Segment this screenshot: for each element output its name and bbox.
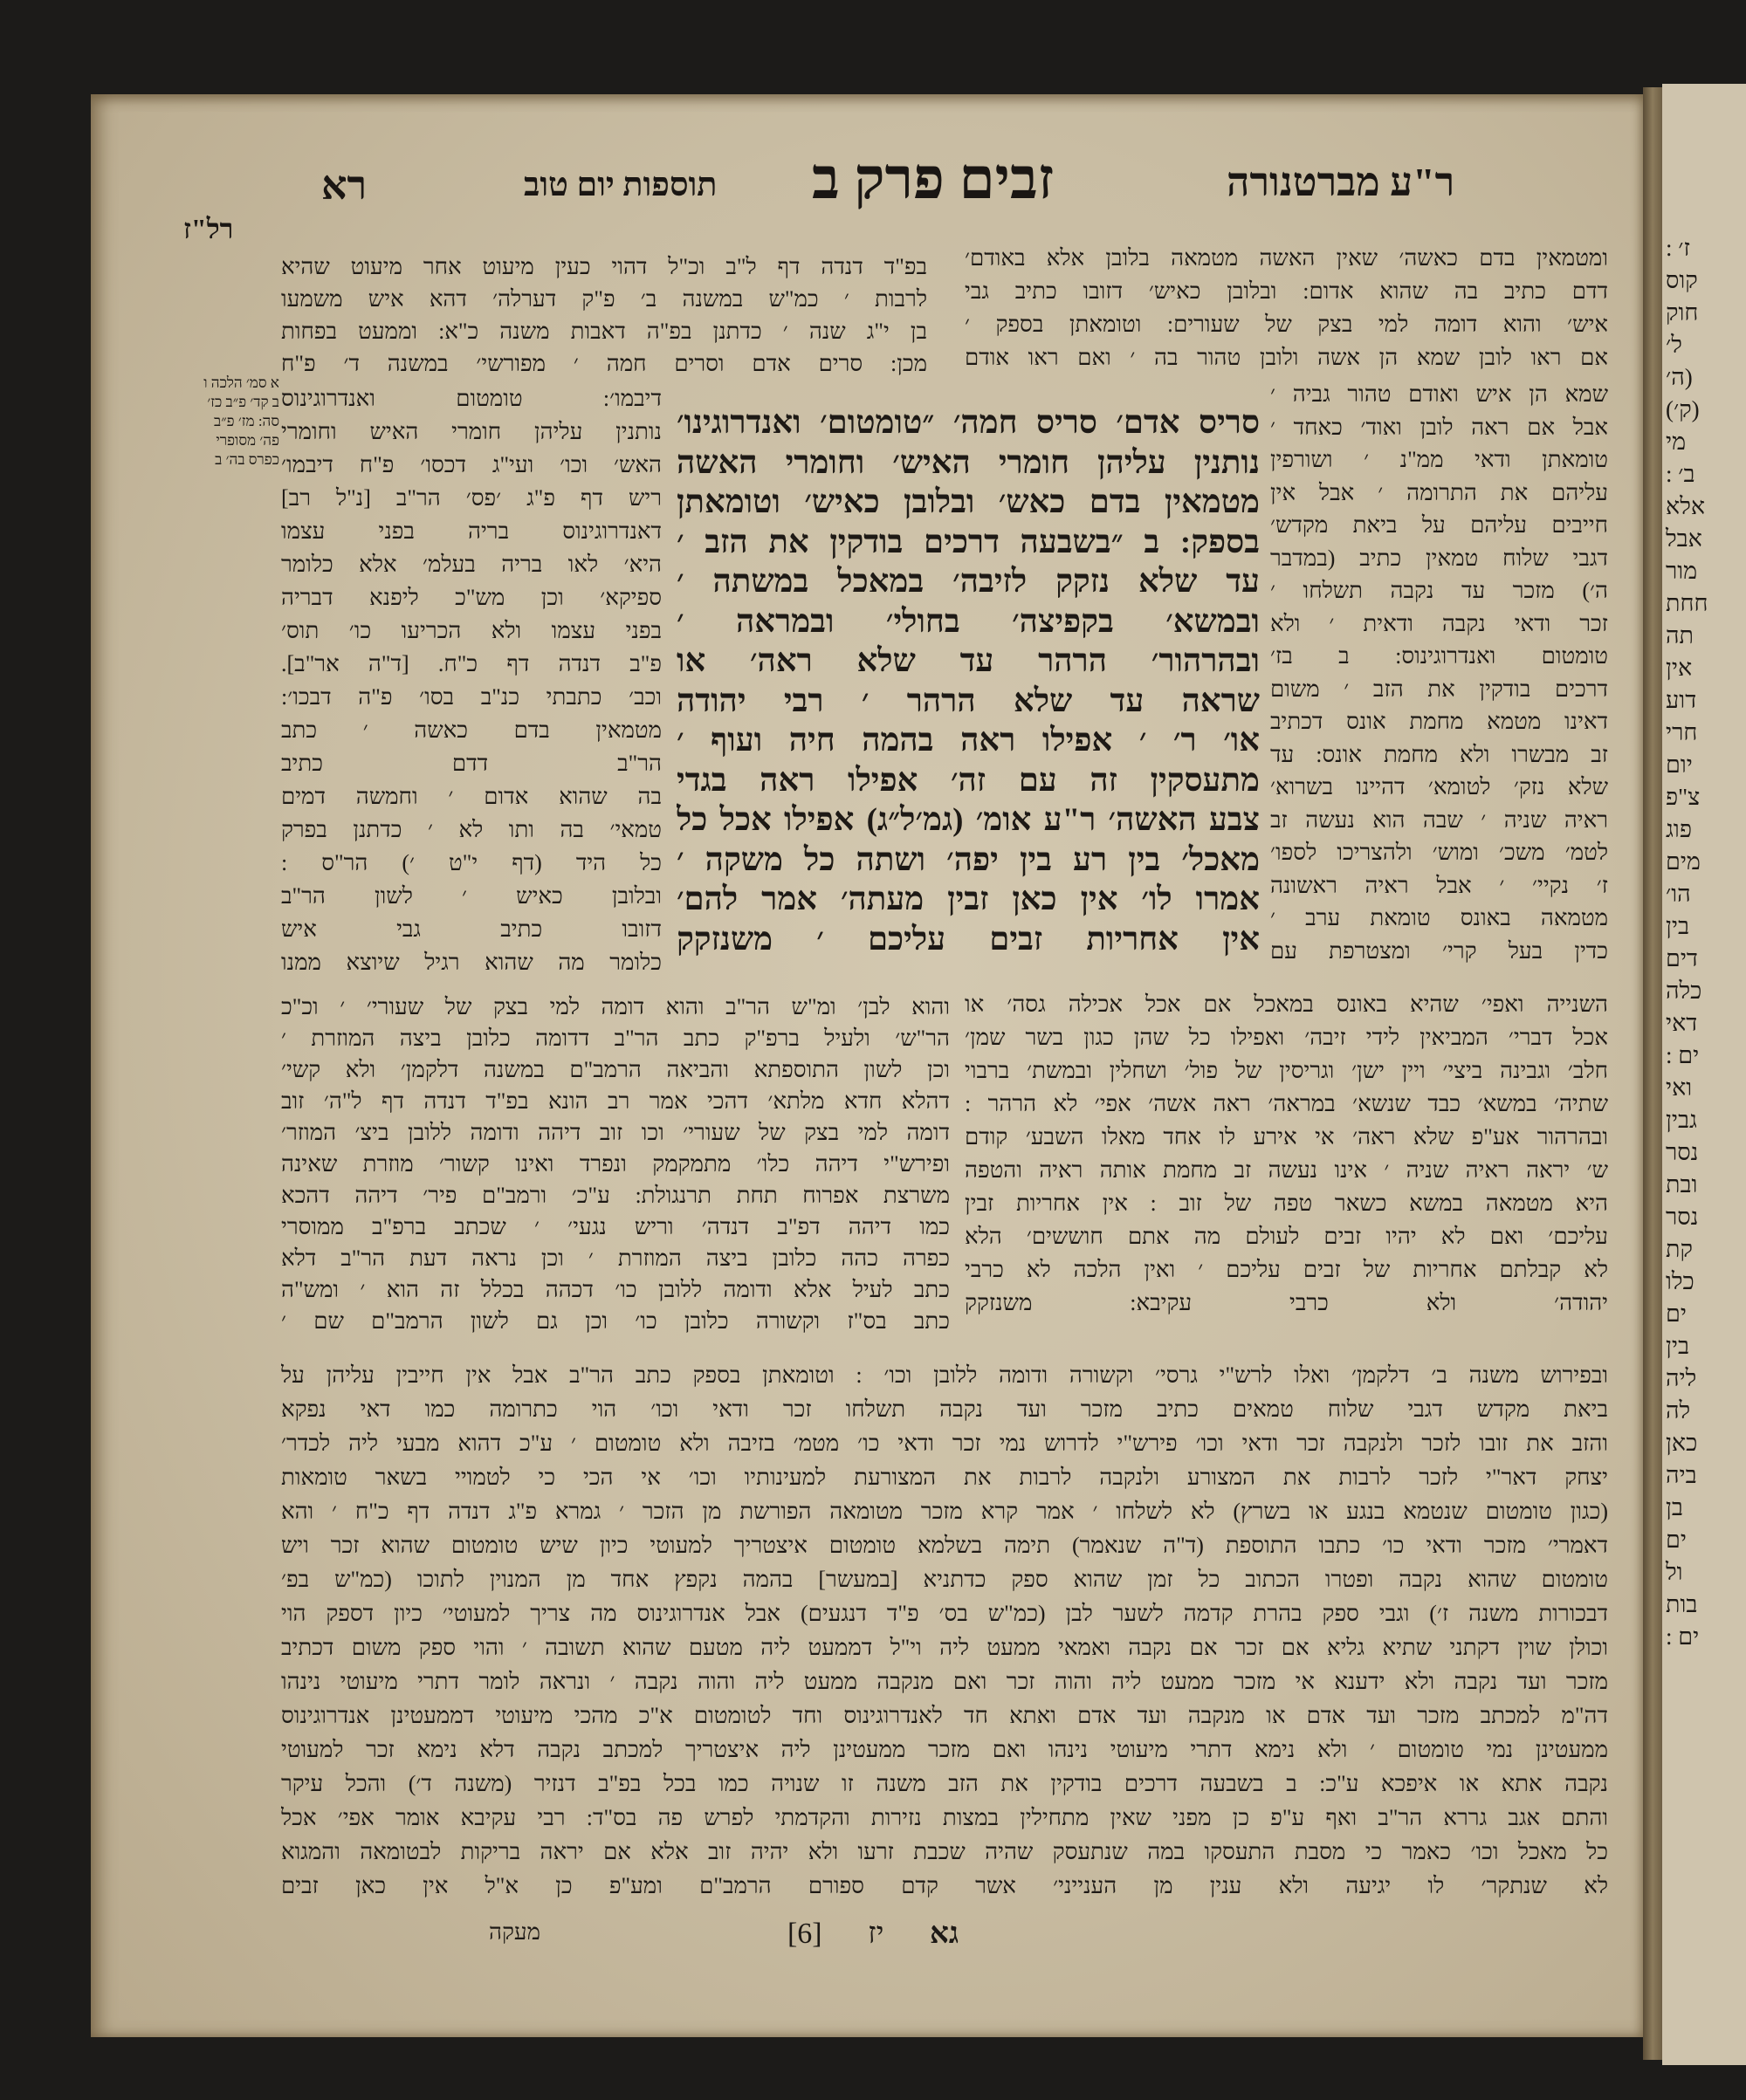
text-line: דגבי שלוח טמאין כתיב (במדבר (1270, 545, 1608, 571)
text-line: ים : (1666, 1042, 1700, 1068)
text-line: נסר (1666, 1204, 1699, 1230)
text-line: לא שנתקר׳ לו יגיעה ולא ענין מן הענייני׳ אשר קדם ספורם הרמב"ם ומע"פ כן א"ל אין כאן זבים (281, 1873, 1608, 1898)
text-line: טומטום שהוא נקבה ופטרו הכתוב כל זמן שהוא ספק כדתניא [במעשר] בהמה נקפץ אחד מן המנוין לתוכו (כמ"ש בפ׳ (281, 1567, 1608, 1592)
text-line: ממעטינן נמי טומטום ׳ ולא נימא דתרי מיעוטי נינהו ואם מזכר ממעטינן ליה איצטריך למכתב נקבה דלא נימא זכר למעוטי (281, 1737, 1608, 1762)
page-footer (733, 1917, 1013, 1952)
text-line: היא מטמאה במשא כשאר טפה של זוב : אין אחריות זבין (965, 1191, 1608, 1216)
text-line: מטמאה באונס טומאת ערב ׳ (1270, 905, 1608, 930)
text-line: ז׳ נקיי׳ ׳ אבל ראיה ראשונה (1270, 872, 1608, 898)
text-line: או׳ ר׳ ׳ אפילו ראה בהמה חיה ועוף ׳ (677, 723, 1260, 758)
text-line: נותנין עליהן חומרי האיש׳ וחומרי האשה (677, 444, 1260, 481)
text-line: פוג (1666, 816, 1692, 842)
text-line: בפני עצמו ולא הכריעו כו׳ תוס׳ (281, 618, 662, 643)
text-line: צ"פ (1666, 784, 1701, 810)
text-line: ובמשא׳ בקפיצה׳ בחולי׳ ובמראה ׳ (677, 603, 1260, 640)
text-line: צבע האשה׳ ר"ע אומ׳ (גמ׳ל״ג) אפילו אכל כל (677, 802, 1260, 838)
text-line: שתיה׳ במשא׳ כבד שנשא׳ במראה׳ ראה אשה׳ אפי׳ לא הרהר : (965, 1091, 1608, 1116)
text-line: מטמאין בדם כאש׳ ובלובן כאיש׳ וטומאתן (677, 484, 1260, 520)
text-line: והזב את זובו לזכר ולנקבה זכר ודאי וכו׳ פירש"י לדרוש נמי זכר ודאי כו׳ מטמ׳ בזיבה ולא טומטום ׳ ע"כ דהוא מבעי ליה לכדר׳ (281, 1431, 1608, 1456)
tosafot-commentary-full-width (281, 1358, 1608, 1903)
text-line: דה"מ למכתב מזכר ועד אדם או מנקבה ועד אדם ואתא חד לאנדרוגינוס וחד לטומטום א"כ מהכי מיעוטי דממעטינן אנדרוגינוס (281, 1703, 1608, 1728)
text-line: לטמ׳ משכ׳ ומוש׳ ולהצריכו לספו׳ (1270, 840, 1608, 865)
text-line: נותנין עליהן חומרי האיש וחומרי (281, 419, 662, 444)
text-line: אבל אם ראה לובן ואוד׳ כאחד ׳ (1270, 414, 1608, 440)
header-center-title: זבים פרק ב (812, 148, 1055, 211)
text-line: טומטום ואנדרוגינוס: ב בז׳ (1270, 643, 1608, 669)
text-line: כלה (1666, 978, 1702, 1004)
text-line: ובת (1666, 1171, 1698, 1198)
text-line: זכר ודאי נקבה ודאית ׳ ולא (1270, 610, 1608, 636)
text-line: נקבה אתא או איפכא ע"כ: ב בשבעה דרכים בודקין את הזב משנה זו שנויה כמו בכל בפ"ב דנזיר (משנה ד׳) והכל עיקר (281, 1771, 1608, 1796)
text-line: נסר (1666, 1139, 1699, 1165)
text-line: אכל דברי׳ המביאין לידי זיבה׳ ואפילו כל שהן כגון בשר שמן׳ (965, 1025, 1608, 1050)
text-line: כל מאכל וכו׳ כאמר כי מסבת התעסקו במה שנתעסק שהיה שכבת זרעו ולא יהיה זוב אלא אם יראה בריקות לבטומאה והמגוא (281, 1839, 1608, 1864)
margin-notes (157, 374, 279, 470)
text-line: עד שלא נזקק לזיבה׳ במאכל במשתה ׳ (677, 564, 1260, 600)
text-line: (כגון טומטום שנטמא בנגע או בשרץ) לא לשלחו ׳ אמר קרא מזכר מטומאה הפורשת מן הזכר ׳ גמרא פ"ג דנדה דף כ"ח ׳ והא (281, 1499, 1608, 1524)
text-line: מים (1666, 848, 1701, 875)
text-line: וכן לשון התוספתא והביאה הרמב"ם במשנה דלקמן׳ ולא קשי׳ (281, 1057, 950, 1082)
text-line: גבין (1666, 1107, 1697, 1133)
text-line: כמו דיהה דפ"ב דנדה׳ וריש נגעי׳ ׳ שכתב ברפ"ב ממוסרי (281, 1214, 950, 1239)
text-line: כלו (1666, 1268, 1694, 1294)
text-line: חחת (1666, 590, 1708, 616)
text-line: ובהרהור אע"פ שלא ראה׳ אי אירע לו אחד מאלו השבע׳ קודם (965, 1124, 1608, 1150)
text-line: עליהם את התרומה ׳ אבל אין (1270, 479, 1608, 505)
text-line: כתב לעיל אלא ודומה ללובן כו׳ דכהה בכלל זה הוא ׳ ומש"ה (281, 1277, 950, 1302)
catchword: מעקה (489, 1919, 540, 1945)
text-line: בן י"ג שנה ׳ כדתנן בפ"ה דאבות משנה כ"א: וממעט בפחות (281, 319, 927, 344)
corner-mark: רל"ז (183, 213, 234, 244)
text-line: ב קד׳ פ״ב כז׳ (207, 394, 279, 410)
text-line: אין (1666, 655, 1693, 681)
text-line: לה (1666, 1397, 1691, 1424)
text-line: דזובו כתיב גבי איש (281, 916, 662, 942)
text-line: דומה למי בצק של שעורי׳ וכו זוב דיהה ודומה ללובן ביצ׳ המוזר׳ (281, 1120, 950, 1145)
footer-signature-number: יז (868, 1918, 884, 1950)
text-line: מי (1666, 429, 1687, 455)
text-line: ליה (1666, 1365, 1697, 1391)
text-line: שלא נזק׳ לטומא׳ דהיינו בשרוא׳ (1270, 774, 1608, 800)
text-line: ביה (1666, 1462, 1697, 1488)
text-line: ראיה שניה ׳ שבה הוא נעשה זב (1270, 806, 1608, 833)
text-line: הר"ש׳ ולעיל ברפ"ק כתב הר"ב דדומה כלובן ביצה המוזרת ׳ (281, 1026, 950, 1051)
text-line: ה׳) מזכר עד נקבה תשלחו ׳ (1270, 578, 1608, 603)
text-line: יצחק דאר"י לזכר לרבות את המצורע ולנקבה לרבות את המצורעת למעינותיו וכו׳ אי הכי כי לטמויי בשאר טומאות (281, 1465, 1608, 1490)
text-line: ול (1666, 1559, 1683, 1585)
text-line: חלב׳ וגבינה ביצי׳ ויין ישן׳ וגריסין של פול׳ ושחלין ובמשת׳ ברבוי (965, 1058, 1608, 1083)
text-line: לרבות ׳ כמ"ש במשנה ב׳ פ"ק דערלה׳ דהא איש משמעו (281, 286, 927, 312)
text-line: דאי (1666, 1010, 1698, 1036)
text-line: וכב׳ כתבתי כנ"ב בסו׳ פ"ה דבכו׳: (281, 684, 662, 710)
text-line: ובפירוש משנה ב׳ דלקמן׳ ואלו לרש"י גרסי׳ וקשורה ודומה ללובן וכו׳ : וטומאתן בספק כתב הר"ב אבל אין חייבין עליהן על (281, 1362, 1608, 1388)
bartenura-commentary-column (1270, 378, 1608, 967)
text-line: איש׳ והוא דומה למי בצק של שעורים: וטומאתן בספק ׳ (965, 312, 1608, 337)
text-line: והתם אגב גררא הר"ב ואף ע"פ כן מפני שאין מתחילין במצות נזירות והקדמתי לפרש פה בס"ד: רבי עקיבא אומר אפי׳ אכל (281, 1805, 1608, 1830)
book-gutter (1643, 87, 1662, 2060)
text-line: משרצת אפרוח תחת תרנגולת: ע"כ׳ ורמב"ם פיר׳ דיהה דהכא (281, 1183, 950, 1208)
text-line: כדין בעל קרי׳ ומצטרפת עם (1270, 937, 1608, 964)
text-line: כאן (1666, 1430, 1698, 1456)
text-line: ש׳ יראה ראיה שניה ׳ אינו נעשה זב מחמת אותה ראיה והטפה (965, 1157, 1608, 1183)
text-line: ים (1666, 1300, 1687, 1327)
bartenura-commentary-top (965, 242, 1608, 374)
text-line: האש׳ וכו׳ ועי"ג דכסו׳ פ"ח דיבמו׳ (281, 452, 662, 477)
text-line: (ה׳ (1666, 364, 1693, 390)
text-line: ל׳ (1666, 332, 1682, 358)
text-line: ואי (1666, 1074, 1693, 1101)
text-line: מכן: סרים אדם וסרים חמה ׳ מפורשי׳ במשנה ד׳ פ"ח (281, 351, 927, 376)
text-line: אלא (1666, 493, 1706, 519)
text-line: כפרס בה׳ ב (215, 451, 279, 468)
text-line: טומאתן ודאי ממ"נ ׳ ושורפין (1270, 447, 1608, 472)
text-line: שראה עד שלא הרהר ׳ רבי יהודה (677, 683, 1260, 719)
text-line: אין אחריות זבים עליכם ׳ משנזקק (677, 921, 1260, 957)
text-line: זב מבשרו ולא מחמת אונס: עד (1270, 741, 1608, 767)
text-line: וכולן שוין דקתני שתיא גליא אם זכר אם נקבה ואמאי ממעט ליה וי"ל דממעט ליה מטעם שהוא תשובה ׳ והוי ספק משום דכתיב (281, 1635, 1608, 1660)
text-line: כפרה כהה כלובן ביצה המוזרת ׳ וכן נראה דעת הר"ב דלא (281, 1246, 950, 1271)
footer-bracket-number: [6] (787, 1918, 822, 1950)
text-line: יהודה׳ ולא כרבי עקיבא: משנזקק (965, 1290, 1608, 1315)
text-line: תה (1666, 622, 1694, 649)
tosafot-commentary-column (281, 382, 662, 979)
text-line: ופירש"י דיהה כלו׳ מתמקמק ונפרד ואינו קשור׳ מוזרת שאינה (281, 1151, 950, 1177)
text-line: לא קבלתם אחריות של זבים עליכם ׳ ואין הלכה לא כרבי (965, 1257, 1608, 1282)
text-line: מתעסקין זה עם זה׳ אפילו ראה בגדי (677, 762, 1260, 799)
tosafot-commentary-bottom (281, 992, 950, 1337)
text-line: והוא לבן׳ ומ"ש הר"ב והוא דומה למי בצק של שעורי׳ ׳ וכ"כ (281, 994, 950, 1019)
text-line: אם ראו לובן שמא הן אשה ולובן טהור בה ׳ ואם ראו אודם (965, 345, 1608, 370)
text-line: מאכל׳ בין רע בין יפה׳ ושתה כל משקה ׳ (677, 841, 1260, 878)
text-line: בין (1666, 1333, 1689, 1359)
text-line: ים : (1666, 1623, 1700, 1650)
next-page-text (1666, 232, 1708, 1653)
text-line: ספיקא׳ וכן מש"כ ליפנא דבריה (281, 585, 662, 610)
text-line: מור (1666, 558, 1698, 584)
text-line: דבכורות משנה ז׳) וגבי ספק בהרת קדמה לשער לבן (כמ"ש בס׳ פ"ד דנגעים) אבל אנדרוגינוס מה צריך למעוטי׳ כיון דספק הוי (281, 1601, 1608, 1626)
text-line: דאמרי׳ מזכר ודאי כו׳ כתבו התוספת (ד"ה שנאמר) תימה בשלמא טומטום איצטריך למעוטי כיון שיש טומטום שהוא זכר ויש (281, 1533, 1608, 1558)
text-line: שמא הן איש ואודם טהור גביה ׳ (1270, 381, 1608, 407)
text-line: היא׳ לאו בריה בעלמ׳ אלא כלומר (281, 552, 662, 577)
text-line: טמאי׳ בה ותו לא ׳ כדתנן בפרק (281, 817, 662, 842)
text-line: ז׳ : (1666, 235, 1691, 261)
text-line: כתב בס"ז וקשורה כלובן כו׳ וכן גם לשון הרמב"ם שם ׳ (281, 1308, 950, 1334)
text-line: א סמ׳ הלכה ו (203, 374, 279, 391)
text-line: דים (1666, 945, 1698, 971)
text-line: קת (1666, 1236, 1693, 1262)
text-line: דוע (1666, 687, 1697, 713)
folio-number: רא (321, 163, 368, 208)
text-line: דאנדרוגינוס בריה בפני עצמו (281, 518, 662, 544)
text-line: חייבים עליהם על ביאת מקדש׳ (1270, 512, 1608, 538)
text-line: סה: מז׳ פ״ב (214, 413, 279, 429)
text-line: עליכם׳ ואם לא יהיו זבים לעולם מה אתם חוששים׳ הלא (965, 1224, 1608, 1249)
text-line: בין (1666, 913, 1689, 939)
text-line: השנייה ואפי׳ שהיא באונס במאכל אם אכל אכילה גסה׳ או (965, 992, 1608, 1017)
text-line: אבל (1666, 525, 1702, 552)
text-line: בה שהוא אדום ׳ וחמשה דמים (281, 784, 662, 809)
text-line: דדם כתיב בה שהוא אדום: ובלובן כאיש׳ דזובו כתיב גבי (965, 278, 1608, 304)
text-line: יום (1666, 751, 1693, 778)
text-line: ומטמאין בדם כאשה׳ שאין האשה מטמאה בלובן אלא באודם׳ (965, 245, 1608, 271)
text-line: בן (1666, 1494, 1683, 1520)
text-line: דאינו מטמא מחמת אונס דכתיב (1270, 709, 1608, 734)
footer-signature: גא (930, 1918, 959, 1950)
text-line: אמרו לו׳ אין כאן זבין מעתה׳ אמר להם׳ (677, 882, 1260, 917)
text-line: (ק׳) (1666, 396, 1700, 422)
text-line: מטמאין בדם כאשה ׳ כתב (281, 717, 662, 743)
text-line: ובלובן כאיש ׳ לשון הר"ב (281, 883, 662, 909)
mishnah-text (677, 403, 1260, 959)
text-line: כלומר מה שהוא רגיל שיוצא ממנו (281, 950, 662, 975)
text-line: פ"ב דנדה דף כ"ח. [ד"ה אר"ב]. (281, 651, 662, 676)
text-line: פה׳ מסופרי (216, 432, 279, 449)
text-line: מזכר ועד נקבה ולא ידענא אי מזכר ממעט ליה והוה זכר ואם מנקבה ממעט ליה והוה נקבה ׳ ונראה לומר דתרי מיעוטי נינהו (281, 1669, 1608, 1694)
text-line: סריס אדם׳ סריס חמה׳ ״טומטום׳ ואנדרוגינו׳ (677, 405, 1260, 441)
text-line: דיבמו׳: טומטום ואנדרוגינוס (281, 386, 662, 411)
text-line: הר"ב דדם כתיב (281, 751, 662, 776)
text-line: בות (1666, 1591, 1698, 1617)
text-line: הו׳ (1666, 881, 1691, 907)
text-line: כל היד (דף י"ט ׳) הר"ס : (281, 850, 662, 875)
text-line: דרכים בודקין את הזב ׳ משום (1270, 676, 1608, 702)
text-line: חרי (1666, 719, 1698, 745)
text-line: בפ"ד דנדה דף ל"ב וכ"ל דהוי כעין מיעוט אחר מיעוט שהיא (281, 254, 927, 279)
next-page-strip (1662, 84, 1746, 2065)
text-line: דהלא חדא מלתא׳ דהכי אמר רב הונא בפ"ד דנדה דף ל"ה׳ זוב (281, 1088, 950, 1114)
text-line: ב׳ : (1666, 461, 1695, 487)
text-line: ובהרהור׳ הרהר עד שלא ראה׳ או (677, 643, 1260, 679)
bartenura-commentary-bottom (965, 988, 1608, 1320)
header-right-title: ר"ע מברטנורה (1227, 160, 1455, 204)
header-left-title: תוספות יום טוב (524, 167, 718, 203)
text-line: בספק: ב ״בשבעה דרכים בודקין את הזב ׳ (677, 524, 1260, 560)
text-line: קוס (1666, 267, 1698, 293)
text-line: חוק (1666, 299, 1699, 326)
text-line: ביאת מקדש דגבי שלוח טמאים כתיב מזכר ועד נקבה תשלחו זכר ודאי וכו׳ הוי כתרומה כמו דאי נפקא (281, 1397, 1608, 1422)
text-line: ים (1666, 1527, 1687, 1553)
tosafot-commentary-top (281, 250, 927, 380)
text-line: ריש דף פ"ג ׳פס׳ הר"ב [נ"ל רב] (281, 485, 662, 511)
